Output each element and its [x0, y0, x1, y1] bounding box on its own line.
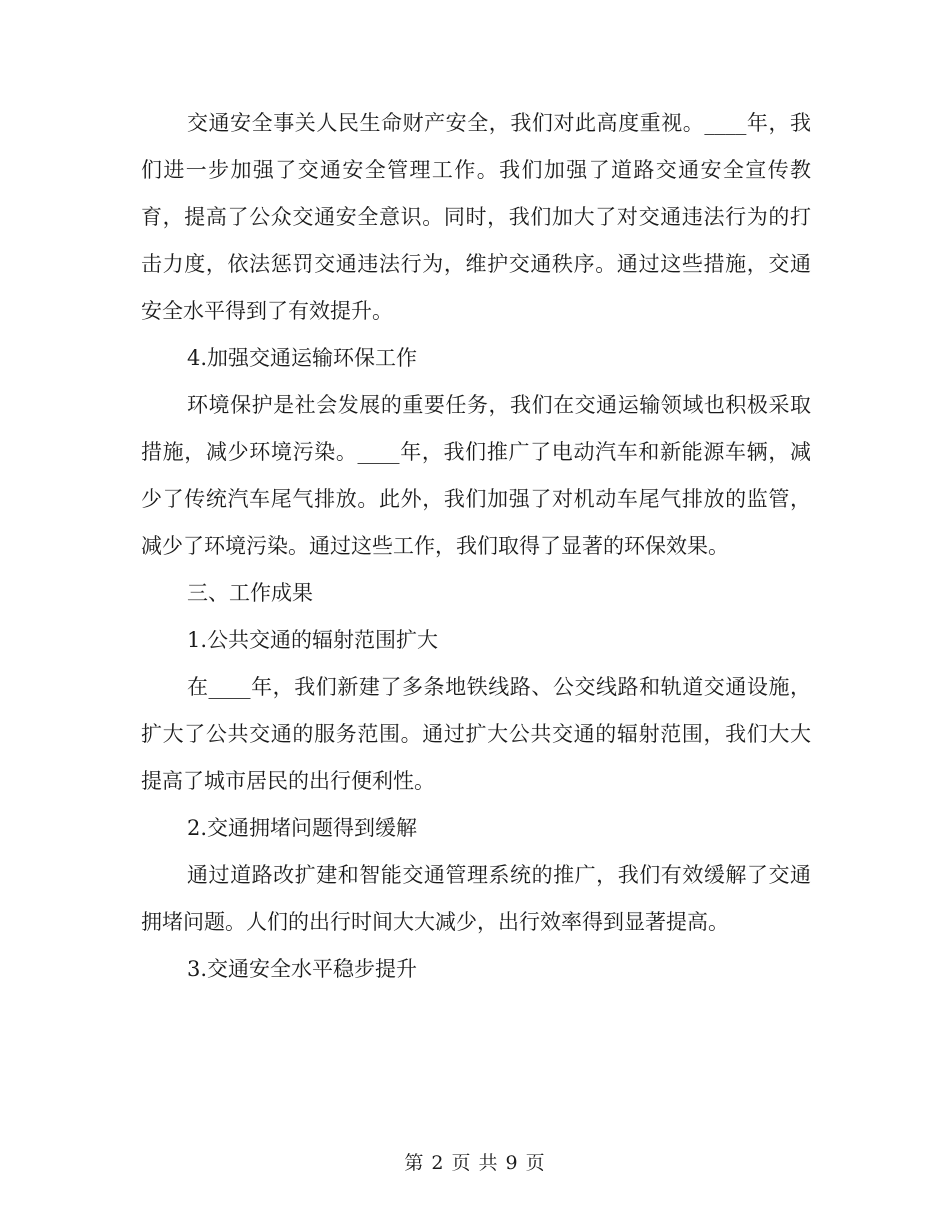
- heading-public-transport-coverage: 1.公共交通的辐射范围扩大: [187, 628, 439, 652]
- paragraph-environmental-protection: 环境保护是社会发展的重要任务，我们在交通运输领域也积极采取措施，减少环境污染。____年，我们推广了电动汽车和新能源车辆，减少了传统汽车尾气排放。此外，我们加强了对机动车尾气排放的监管，减少了环境污染。通过这些工作，我们取得了显著的环保效果。: [141, 393, 811, 558]
- heading-safety-improvement: 3.交通安全水平稳步提升: [187, 957, 418, 981]
- heading-environmental-work: 4.加强交通运输环保工作: [187, 346, 418, 370]
- paragraph-public-transport-coverage: 在____年，我们新建了多条地铁线路、公交线路和轨道交通设施，扩大了公共交通的服务范围。通过扩大公共交通的辐射范围，我们大大提高了城市居民的出行便利性。: [141, 675, 811, 793]
- heading-congestion-relief: 2.交通拥堵问题得到缓解: [187, 816, 418, 840]
- section-heading-results: 三、工作成果: [187, 581, 313, 605]
- paragraph-traffic-safety: 交通安全事关人民生命财产安全，我们对此高度重视。____年，我们进一步加强了交通安全管理工作。我们加强了道路交通安全宣传教育，提高了公众交通安全意识。同时，我们加大了对交通违法行为的打击力度，依法惩罚交通违法行为，维护交通秩序。通过这些措施，交通安全水平得到了有效提升。: [141, 111, 811, 323]
- paragraph-congestion-relief: 通过道路改扩建和智能交通管理系统的推广，我们有效缓解了交通拥堵问题。人们的出行时间大大减少，出行效率得到显著提高。: [141, 863, 811, 934]
- document-body: [141, 100, 811, 993]
- page-number-footer: 第 2 页 共 9 页: [404, 1152, 546, 1174]
